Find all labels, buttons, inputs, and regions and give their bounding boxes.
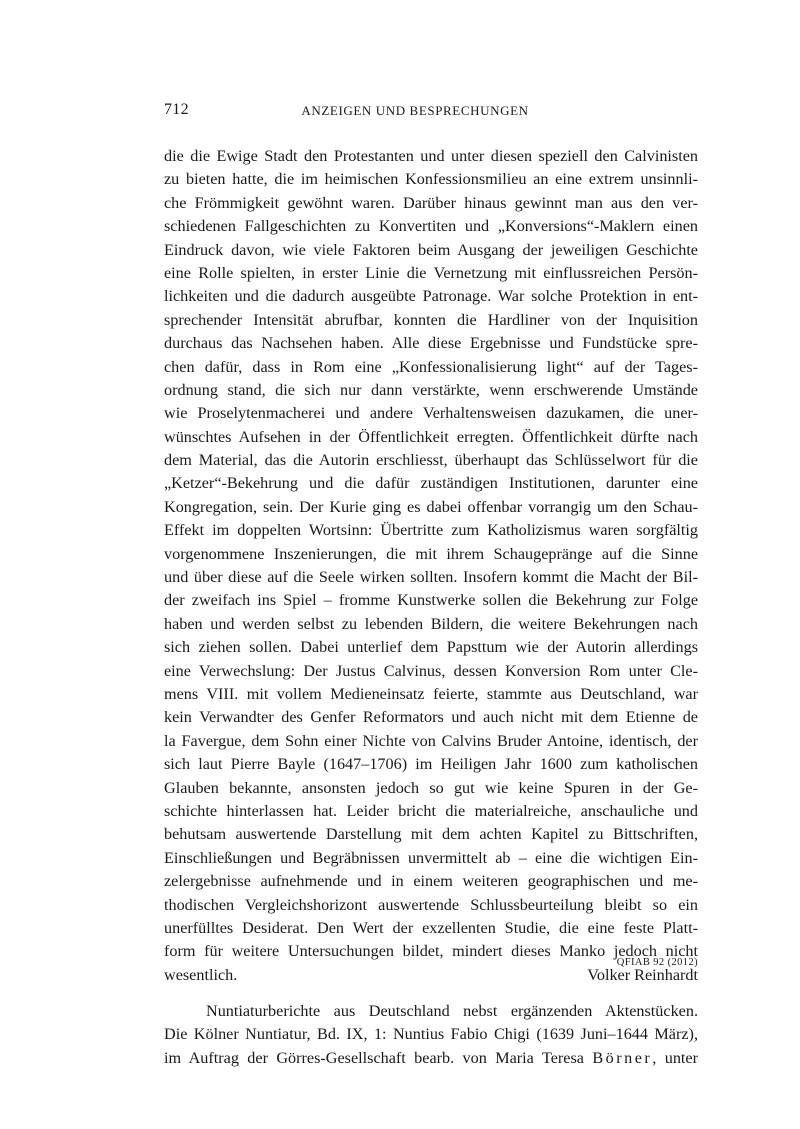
running-head: ANZEIGEN UND BESPRECHUNGEN [301,103,529,118]
body-line: Glauben bekannte, ansonsten jedoch so gut wie keine Spuren in der Ge- [164,778,698,797]
body-line: che Frömmigkeit gewöhnt waren. Darüber hinaus gewinnt man aus den ver- [164,193,698,212]
body-line: zelergebnisse aufnehmende und in einem weiteren geographischen und me- [164,872,698,891]
body-line: „Ketzer“-Bekehrung und die dafür zuständigen Institutionen, darunter eine [164,474,698,493]
review-author: Volker Reinhardt [587,965,698,984]
review-title-line [164,1047,698,1070]
body-line: Effekt im doppelten Wortsinn: Übertritte zum Katholizismus waren sorgfältig [164,521,698,540]
body-line: Eindruck davon, wie viele Faktoren beim Ausgang der jeweiligen Geschichte [164,240,698,259]
body-line: durchaus das Nachsehen haben. Alle diese Ergebnisse und Fundstücke spre- [164,334,698,353]
review-title-line: Nuntiaturberichte aus Deutschland nebst ergänzenden Aktenstücken. [206,1002,698,1021]
body-line: schichte hinterlassen hat. Leider bricht die materialreiche, anschauliche und [164,801,698,820]
body-line: zu bieten hatte, die im heimischen Konfessionsmilieu an eine extrem unsinnli- [164,170,698,189]
body-line: der zweifach ins Spiel – fromme Kunstwerke sollen die Bekehrung zur Folge [164,591,698,610]
final-line: wesentlich. [164,965,238,984]
body-line: Kongregation, sein. Der Kurie ging es dabei offenbar vorrangig um den Schau- [164,497,698,516]
review-body [164,145,698,964]
body-line: chen dafür, dass in Rom eine „Konfessionalisierung light“ auf der Tages- [164,357,698,376]
review-title-line: Die Kölner Nuntiatur, Bd. IX, 1: Nuntius Fabio Chigi (1639 Juni–1644 März), [164,1025,698,1044]
body-line: mens VIII. mit vollem Medieneinsatz feierte, stammte aus Deutschland, war [164,684,698,703]
text-column [164,145,698,1070]
body-line: schiedenen Fallgeschichten zu Konvertiten und „Konversions“-Maklern einen [164,217,698,236]
body-line: behutsam auswertende Darstellung mit dem achten Kapitel zu Bittschriften, [164,825,698,844]
body-line: dem Material, das die Autorin erschliesst, überhaupt das Schlüsselwort für die [164,451,698,470]
body-line: sprechender Intensität abrufbar, konnten die Hardliner von der Inquisition [164,310,698,329]
body-line: eine Verwechslung: Der Justus Calvinus, dessen Konversion Rom unter Cle- [164,661,698,680]
body-line: form für weitere Untersuchungen bildet, mindert dieses Manko jedoch nicht [164,942,698,961]
body-line: sich ziehen sollen. Dabei unterlief dem Papsttum wie der Autorin allerdings [164,638,698,657]
body-line: wünschtes Aufsehen in der Öffentlichkeit erregten. Öffentlichkeit dürfte nach [164,427,698,446]
body-line: eine Rolle spielten, in erster Linie die Vernetzung mit einflussreichen Persön- [164,263,698,282]
body-line: Einschließungen und Begräbnissen unvermittelt ab – eine die wichtigen Ein- [164,848,698,867]
body-line: wie Proselytenmacherei und andere Verhaltensweisen dazukamen, die uner- [164,404,698,423]
body-line: kein Verwandter des Genfer Reformators und auch nicht mit dem Etienne de [164,708,698,727]
journal-footer: QFIAB 92 (2012) [616,957,698,968]
body-line: und über diese auf die Seele wirken sollten. Insofern kommt die Macht der Bil- [164,568,698,587]
review-title-text: im Auftrag der Görres-Gesellschaft bearb. von Maria Teresa [164,1048,593,1067]
review-title-text: , unter [652,1048,698,1067]
body-line: haben und werden selbst zu lebenden Bildern, die weitere Bekehrungen nach [164,614,698,633]
body-line: sich laut Pierre Bayle (1647–1706) im Heiligen Jahr 1600 zum katholischen [164,755,698,774]
body-line: unerfülltes Desiderat. Den Wert der exzellenten Studie, die eine feste Platt- [164,918,698,937]
body-line: thodischen Vergleichshorizont auswertende Schlussbeurteilung bleibt so ein [164,895,698,914]
next-review-heading [164,1000,698,1070]
body-line: la Favergue, dem Sohn einer Nichte von Calvins Bruder Antoine, identisch, der [164,731,698,750]
body-line: ordnung stand, die sich nur dann verstärkte, wenn erschwerende Umstände [164,380,698,399]
body-line: vorgenommene Inszenierungen, die mit ihrem Schaugepränge auf die Sinne [164,544,698,563]
body-line: lichkeiten und die dadurch ausgeübte Patronage. War solche Protektion in ent- [164,287,698,306]
editor-name: Börner [592,1048,653,1067]
body-line: die die Ewige Stadt den Protestanten und unter diesen speziell den Calvinisten [164,147,698,165]
page-number: 712 [164,101,189,118]
